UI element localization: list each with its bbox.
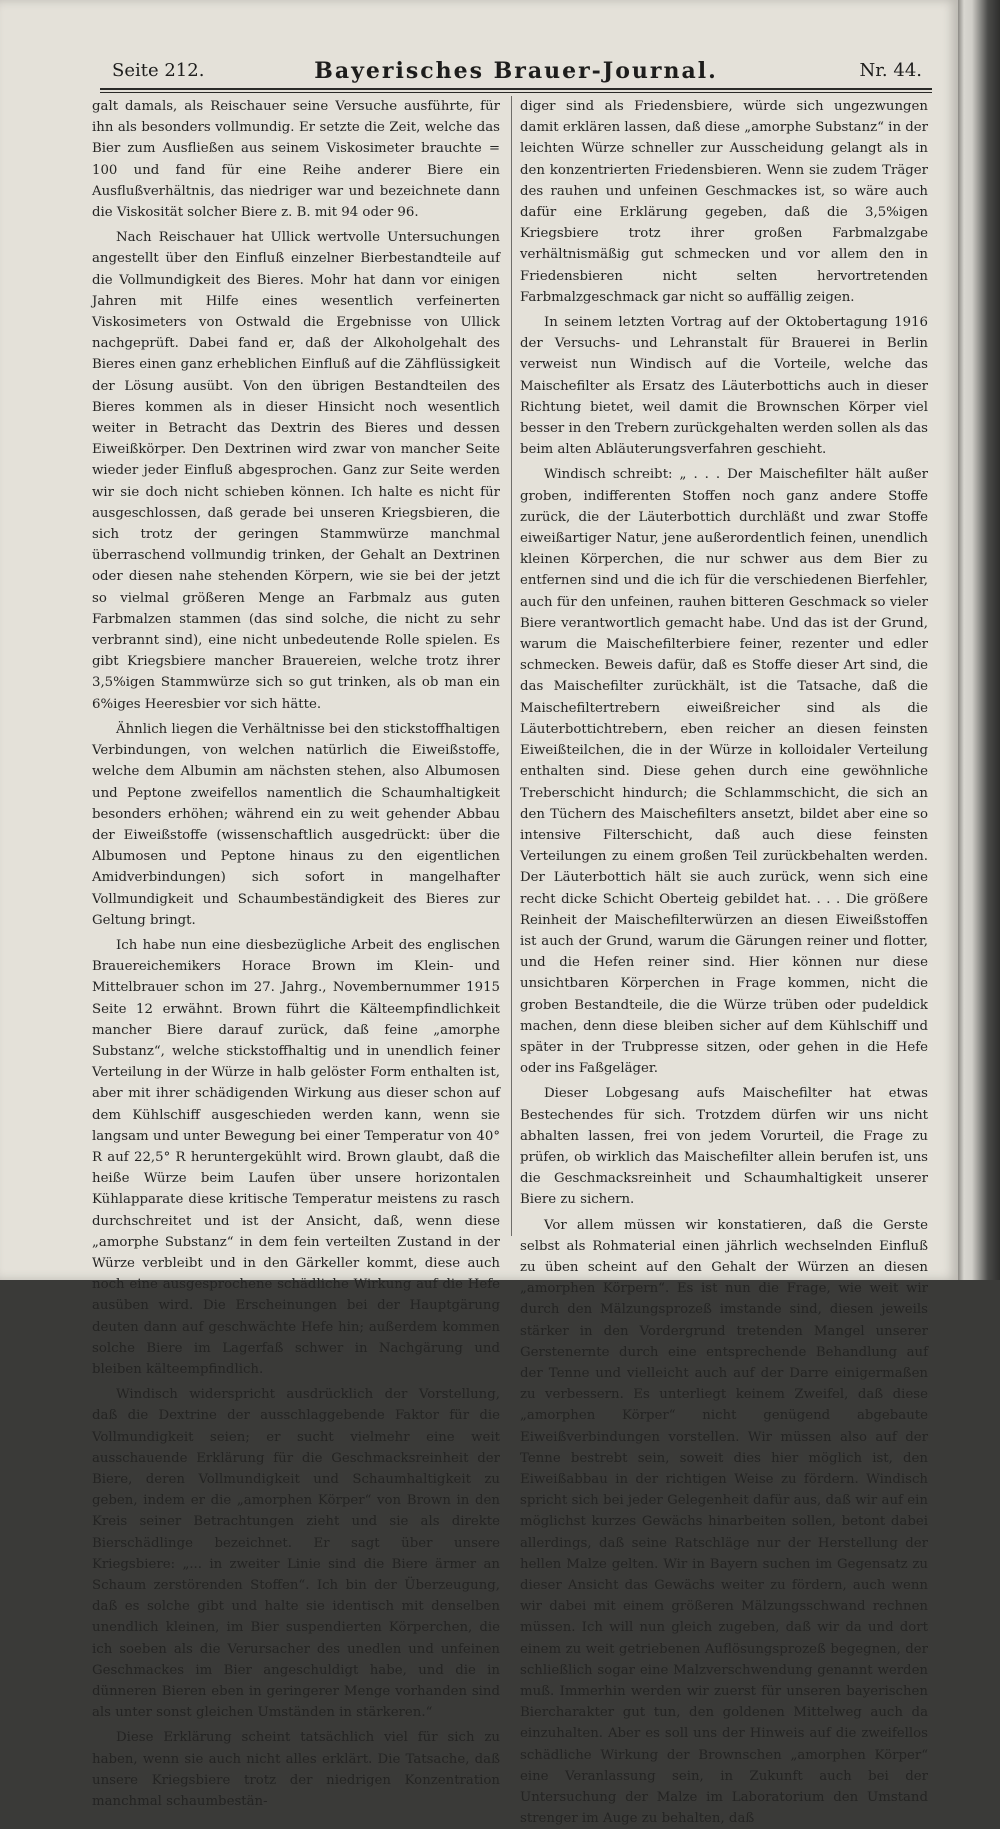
paragraph: Diese Erklärung scheint tatsächlich viel für sich zu haben, wenn sie auch nicht alles erklärt. Die Tatsache, daß unsere Kriegsbiere trotz der niedrigen Konzentration manchmal schaumbestän- [92, 1730, 500, 1810]
header-rule [100, 88, 932, 90]
issue-number: Nr. 44. [859, 60, 922, 81]
journal-title: Bayerisches Brauer-Journal. [314, 58, 718, 84]
right-column [520, 96, 928, 1827]
paragraph: diger sind als Friedensbiere, würde sich ungezwungen damit erklären lassen, daß diese „amorphe Substanz“ in der leichten Würze schneller zur Ausscheidung gelangt als in den konzentrierten Friedensbieren. Wenn sie zudem Träger des rauhen und unfeinen Geschmackes ist, so wäre auch dafür eine Erklärung gegeben, daß die 3,5%igen Kriegsbiere trotz ihrer großen Farbmalzgabe verhältnismäßig gut schmecken und vor allem den in Friedensbieren nicht selten hervortretenden Farbmalzgeschmack gar nicht so auffällig zeigen. [520, 99, 928, 305]
paragraph: galt damals, als Reischauer seine Versuche ausführte, für ihn als besonders vollmundig. Er setzte die Zeit, welche das Bier zum Ausfließen aus seinem Viskosimeter brauchte = 100 und fand für eine Reihe anderer Biere ein Ausflußverhältnis, das niedriger war und bezeichnete dann die Viskosität solcher Biere z. B. mit 94 oder 96. [92, 99, 500, 221]
paragraph: Dieser Lobgesang aufs Maischefilter hat etwas Bestechendes für sich. Trotzdem dürfen wir uns nicht abhalten lassen, frei von jedem Vorurteil, die Frage zu prüfen, ob wirklich das Maischefilter allein berufen ist, uns die Geschmacksreinheit und Schaumhaltigkeit unserer Biere zu sichern. [520, 1086, 928, 1208]
paragraph: Nach Reischauer hat Ullick wertvolle Untersuchungen angestellt über den Einfluß einzelner Bierbestandteile auf die Vollmundigkeit des Bieres. Mohr hat dann vor einigen Jahren mit Hilfe eines wesentlich verfeinerten Viskosimeters von Ostwald die Ergebnisse von Ullick nachgeprüft. Dabei fand er, daß der Alkoholgehalt des Bieres einen ganz erheblichen Einfluß auf die Zähflüssigkeit der Lösung ausübt. Von den übrigen Bestandteilen des Bieres kommen als in dieser Hinsicht noch wesentlich weiter in Betracht das Dextrin des Bieres und dessen Eiweißkörper. Den Dextrinen wird zwar von mancher Seite wieder jeder Einfluß abgesprochen. Ganz zur Seite werden wir sie doch nicht schieben können. Ich halte es nicht für ausgeschlossen, daß gerade bei unseren Kriegsbieren, die sich trotz der geringen Stammwürze manchmal überraschend vollmundig trinken, der Gehalt an Dextrinen oder diesen nahe stehenden Körpern, wie sie bei der jetzt so vielmal größeren Menge an Farbmalz aus guten Farbmalzen stammen (das sind solche, die nicht zu sehr verbrannt sind), eine nicht unbedeutende Rolle spielen. Es gibt Kriegsbiere mancher Brauereien, welche trotz ihrer 3,5%igen Stammwürze sich so gut trinken, als ob man ein 6%iges Heeresbier vor sich hätte. [92, 230, 500, 712]
paragraph: In seinem letzten Vortrag auf der Oktobertagung 1916 der Versuchs- und Lehranstalt für Brauerei in Berlin verweist nun Windisch auf die Vorteile, welche das Maischefilter als Ersatz des Läuterbottichs auch in dieser Richtung bietet, weil damit die Brownschen Körper viel besser in den Trebern zurückgehalten werden sollen als das beim alten Abläuterungsverfahren geschieht. [520, 315, 928, 458]
page-number-label: Seite 212. [112, 60, 205, 81]
paragraph: Ähnlich liegen die Verhältnisse bei den stickstoffhaltigen Verbindungen, von welchen natürlich die Eiweißstoffe, welche dem Albumin am nächsten stehen, also Albumosen und Peptone zweifellos namentlich die Schaumhaltigkeit besonders erhöhen; während ein zu weit gehender Abbau der Eiweißstoffe (wissenschaftlich ausgedrückt: über die Albumosen und Peptone hinaus zu den eigentlichen Amidverbindungen) sich sofort in mangelhafter Vollmundigkeit und Schaumbeständigkeit des Bieres zur Geltung bringt. [92, 721, 500, 928]
left-column [92, 96, 500, 1810]
paragraph: Windisch widerspricht ausdrücklich der Vorstellung, daß die Dextrine der ausschlaggebende Faktor für die Vollmundigkeit seien; er sucht vielmehr eine weit ausschauende Erklärung für die Geschmacksreinheit der Biere, deren Vollmundigkeit und Schaumhaltigkeit zu geben, indem er die „amorphen Körper“ von Brown in den Kreis seiner Betrachtungen zieht und sie als direkte Bierschädlinge bezeichnet. Er sagt über unsere Kriegsbiere: „... in zweiter Linie sind die Biere ärmer an Schaum zerstörenden Stoffen“. Ich bin der Überzeugung, daß es solche gibt und halte sie identisch mit denselben unendlich kleinen, im Bier suspendierten Körperchen, die ich soeben als die Verursacher des unedlen und unfeinen Geschmackes im Bier angeschuldigt habe, und die in dünneren Bieren eben in geringerer Menge vorhanden sind als unter sonst gleichen Umständen in stärkeren.“ [92, 1387, 500, 1721]
paragraph: Vor allem müssen wir konstatieren, daß die Gerste selbst als Rohmaterial einen jährlich wechselnden Einfluß zu üben scheint auf den Gehalt der Würzen an diesen „amorphen Körpern“. Es ist nun die Frage, wie weit wir durch den Mälzungsprozeß imstande sind, diesen jeweils stärker in den Vordergrund tretenden Mangel unserer Gerstenernte durch eine entsprechende Behandlung auf der Tenne und vielleicht auch auf der Darre einigermaßen zu verbessern. Es unterliegt keinem Zweifel, daß diese „amorphen Körper“ nicht genügend abgebaute Eiweißverbindungen vorstellen. Wir müssen also auf der Tenne bestrebt sein, soweit dies hier möglich ist, den Eiweißabbau in der richtigen Weise zu fördern. Windisch spricht sich bei jeder Gelegenheit dafür aus, daß wir auf ein möglichst kurzes Gewächs hinarbeiten sollen, betont dabei allerdings, daß seine Ratschläge nur der Herstellung der hellen Malze gelten. Wir in Bayern suchen im Gegensatz zu dieser Ansicht das Gewächs weiter zu fördern, auch wenn wir dabei mit einem größeren Mälzungsschwand rechnen müssen. Ich will nun gleich zugeben, daß wir da und dort einem zu weit getriebenen Auflösungsprozeß begegnen, der schließlich sogar eine Malzverschwendung genannt werden muß. Immerhin werden wir zuerst für unseren bayerischen Biercharakter gut tun, den goldenen Mittelweg auch da einzuhalten. Aber es soll uns der Hinweis auf die zweifellos schädliche Wirkung der Brownschen „amorphen Körper“ eine Veranlassung sein, in Zukunft auch bei der Untersuchung der Malze im Laboratorium den Umstand strenger im Auge zu behalten, daß [520, 1217, 928, 1827]
header-rule-thin [100, 92, 932, 93]
column-divider [511, 96, 512, 1236]
paragraph: Ich habe nun eine diesbezügliche Arbeit des englischen Brauereichemikers Horace Brown im Klein- und Mittelbrauer schon im 27. Jahrg., Novembernummer 1915 Seite 12 erwähnt. Brown führt die Kälteempfindlichkeit mancher Biere darauf zurück, daß feine „amorphe Substanz“, welche stickstoffhaltig und in unendlich feiner Verteilung in der Würze in halb gelöster Form enthalten ist, aber mit ihrer schädigenden Wirkung aus dieser schon auf dem Kühlschiff ausgeschieden werden kann, wenn sie langsam und unter Bewegung bei einer Temperatur von 40° R auf 22,5° R heruntergekühlt wird. Brown glaubt, daß die heiße Würze beim Laufen über unsere horizontalen Kühlapparate diese kritische Temperatur meistens zu rasch durchschreitet und ist der Ansicht, daß, wenn diese „amorphe Substanz“ in dem fein verteilten Zustand in der Würze verbleibt und in den Gärkeller kommt, diese auch noch eine ausgesprochene schädliche Wirkung auf die Hefe ausüben wird. Die Erscheinungen bei der Hauptgärung deuten dann auf geschwächte Hefe hin; außerdem kommen solche Biere im Lagerfaß schwer in Nachgärung und bleiben kälteempfindlich. [92, 937, 500, 1377]
running-header [100, 58, 932, 84]
paragraph: Windisch schreibt: „ . . . Der Maischefilter hält außer groben, indifferenten Stoffen noch ganz andere Stoffe zurück, die der Läuterbottich durchläßt und zwar Stoffe eiweißartiger Natur, jene außerordentlich feinen, unendlich kleinen Körperchen, die nur schwer aus dem Bier zu entfernen sind und die ich für die verschiedenen Bierfehler, auch für den unfeinen, rauhen bitteren Geschmack so vieler Biere verantwortlich gemacht habe. Und das ist der Grund, warum die Maischefilterbiere feiner, rezenter und edler schmecken. Beweis dafür, daß es Stoffe dieser Art sind, die das Maischefilter zurückhält, ist die Tatsache, daß die Maischefiltertrebern eiweißreicher sind als die Läuterbottichtrebern, eben reicher an diesen feinsten Eiweißteilchen, die in der Würze in kolloidaler Verteilung enthalten sind. Diese gehen durch eine gewöhnliche Treberschicht hindurch; die Schlammschicht, die sich an den Tüchern des Maischefilters ansetzt, bildet aber eine so intensive Filterschicht, daß auch diese feinsten Verteilungen zu einem großen Teil zurückbehalten werden. Der Läuterbottich hält sie auch zurück, wenn sich eine recht dicke Schicht Oberteig gebildet hat. . . . Die größere Reinheit der Maischefilterwürzen an diesen Eiweißstoffen ist auch der Grund, warum die Gärungen reiner und flotter, und die Hefen reiner sind. Hier können nur diese unsichtbaren Körperchen in Frage kommen, nicht die groben Bestandteile, die die Würze trüben oder pudeldick machen, denn diese bleiben sicher auf dem Kühlschiff und später in der Trubpresse sitzen, oder gehen in die Hefe oder ins Faßgeläger. [520, 467, 928, 1077]
book-spine [958, 0, 1000, 1280]
